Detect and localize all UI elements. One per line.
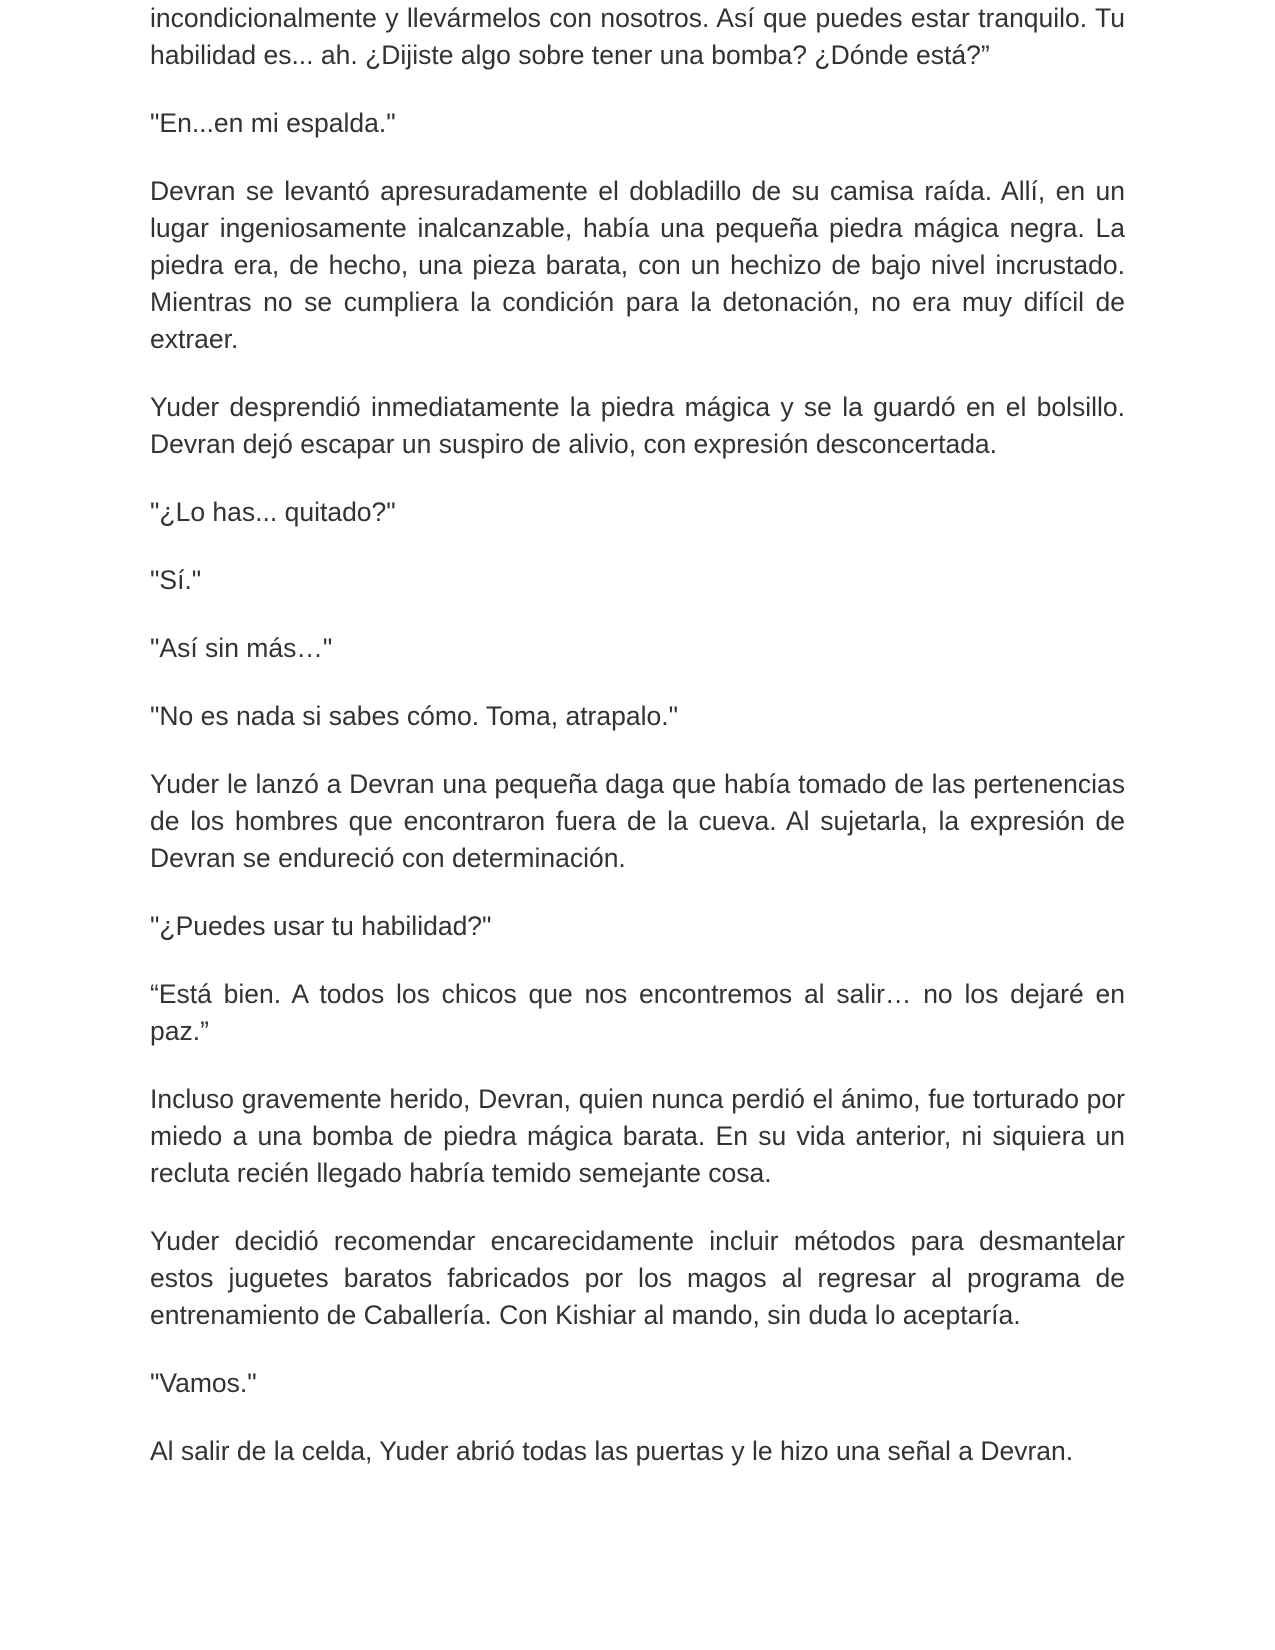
document-page [150,0,1125,1501]
paragraph-9: Yuder le lanzó a Devran una pequeña daga que había tomado de las pertenencias de los hombres que encontraron fuera de la cueva. Al sujetarla, la expresión de Devran se endureció con determinación. [150,769,1125,873]
paragraph-14: "Vamos." [150,1368,257,1398]
paragraph-10: "¿Puedes usar tu habilidad?" [150,911,492,941]
paragraph-4: Yuder desprendió inmediatamente la piedra mágica y se la guardó en el bolsillo. Devran dejó escapar un suspiro de alivio, con expresión desconcertada. [150,392,1125,459]
paragraph-3: Devran se levantó apresuradamente el dobladillo de su camisa raída. Allí, en un lugar ingeniosamente inalcanzable, había una pequeña piedra mágica negra. La piedra era, de hecho, una pieza barata, con un hechizo de bajo nivel incrustado. Mientras no se cumpliera la condición para la detonación, no era muy difícil de extraer. [150,176,1125,354]
paragraph-2: "En...en mi espalda." [150,108,396,138]
paragraph-7: "Así sin más…" [150,633,333,663]
paragraph-11: “Está bien. A todos los chicos que nos encontremos al salir… no los dejaré en paz.” [150,979,1125,1046]
paragraph-6: "Sí." [150,565,202,595]
paragraph-8: "No es nada si sabes cómo. Toma, atrapalo." [150,701,678,731]
paragraph-12: Incluso gravemente herido, Devran, quien nunca perdió el ánimo, fue torturado por miedo a una bomba de piedra mágica barata. En su vida anterior, ni siquiera un recluta recién llegado habría temido semejante cosa. [150,1084,1125,1188]
paragraph-5: "¿Lo has... quitado?" [150,497,396,527]
paragraph-13: Yuder decidió recomendar encarecidamente incluir métodos para desmantelar estos juguetes baratos fabricados por los magos al regresar al programa de entrenamiento de Caballería. Con Kishiar al mando, sin duda lo aceptaría. [150,1226,1125,1330]
paragraph-1: incondicionalmente y llevármelos con nosotros. Así que puedes estar tranquilo. Tu habilidad es... ah. ¿Dijiste algo sobre tener una bomba? ¿Dónde está?” [150,3,1125,70]
paragraph-15: Al salir de la celda, Yuder abrió todas las puertas y le hizo una señal a Devran. [150,1436,1074,1466]
